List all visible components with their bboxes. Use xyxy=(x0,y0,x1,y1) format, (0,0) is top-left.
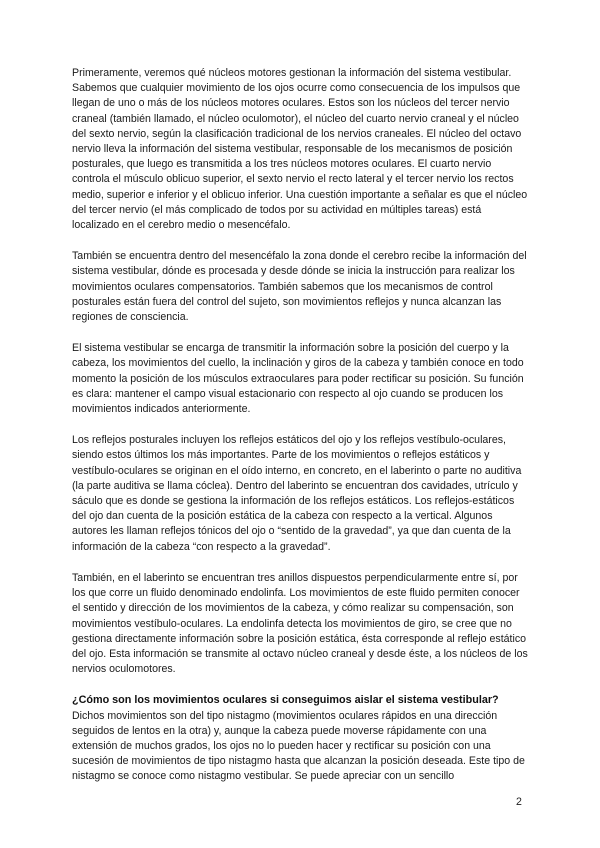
paragraph-nucleos-motores: Primeramente, veremos qué núcleos motores gestionan la información del sistema vestibular. Sabemos que cualquier movimiento de los ojos ocurre como consecuencia de los impulsos que llegan de uno o más de los núcleos motores oculares. Estos son los núcleos del tercer nervio craneal (también llamado, el núcleo oculomotor), el núcleo del cuarto nervio craneal y el núcleo del sexto nervio, según la clasificación tradicional de los nervios craneales. El núcleo del octavo nervio lleva la información del sistema vestibular, responsable de los mecanismos de posición posturales, que luego es transmitida a los tres núcleos motores oculares. El cuarto nervio controla el músculo oblicuo superior, el sexto nervio el recto lateral y el tercer nervio los rectos medio, superior e inferior y el oblicuo inferior. Una cuestión importante a señalar es que el núcleo del tercer nervio (el más complicado de todos por su actividad en múltiples tareas) está localizado en el cerebro medio o mesencéfalo. xyxy=(72,67,528,232)
page-number: 2 xyxy=(516,796,522,808)
document-body xyxy=(72,66,528,801)
paragraph-sistema-vestibular: El sistema vestibular se encarga de transmitir la información sobre la posición del cuerpo y la cabeza, los movimientos del cuello, la inclinación y giros de la cabeza y también conoce en todo momento la posición de los músculos extraoculares para poder rectificar su posición. Su función es clara: mantener el campo visual estacionario con respecto al ojo cuando se producen los movimientos indicados anteriormente. xyxy=(72,342,524,416)
section-heading: ¿Cómo son los movimientos oculares si conseguimos aislar el sistema vestibular? xyxy=(72,694,499,707)
paragraph-laberinto-endolinfa: También, en el laberinto se encuentran tres anillos dispuestos perpendicularmente entre sí, por los que corre un fluido denominado endolinfa. Los movimientos de este fluido permiten conocer el sentido y dirección de los movimientos de la cabeza, y cómo realizar su compensación, son movimientos vestíbulo-oculares. La endolinfa detecta los movimientos de giro, se cree que no gestiona directamente información sobre la posición estática, ésta corresponde al reflejo estático del ojo. Esta información se transmite al octavo núcleo craneal y desde éste, a los núcleos de los nervios oculomotores. xyxy=(72,571,528,676)
paragraph-nistagmo: Dichos movimientos son del tipo nistagmo (movimientos oculares rápidos en una dirección seguidos de lentos en la otra) y, aunque la cabeza puede moverse rápidamente con una extensión de muchos grados, los ojos no lo pueden hacer y rectificar su posición con una sucesión de movimientos de tipo nistagmo hasta que alcanzan la posición deseada. Este tipo de nistagmo se conoce como nistagmo vestibular. Se puede apreciar con un sencillo xyxy=(72,709,525,783)
paragraph-reflejos-posturales: Los reflejos posturales incluyen los reflejos estáticos del ojo y los reflejos vestíbulo-oculares, siendo estos últimos los más importantes. Parte de los movimientos o reflejos estáticos y vestíbulo-oculares se originan en el oído interno, en concreto, en el laberinto o parte no auditiva (la parte auditiva se llama cóclea). Dentro del laberinto se encuentran dos cavidades, utrículo y sáculo que es donde se gestiona la información de los reflejos estáticos. Los reflejos-estáticos del ojo dan cuenta de la posición estática de la cabeza con respecto a la vertical. Algunos autores les llaman reflejos tónicos del ojo o “sentido de la gravedad”, ya que dan cuenta de la información de la cabeza “con respecto a la gravedad”. xyxy=(72,434,522,553)
paragraph-mesencefalo: También se encuentra dentro del mesencéfalo la zona donde el cerebro recibe la información del sistema vestibular, dónde es procesada y desde dónde se inicia la instrucción para realizar los movimientos oculares compensatorios. También sabemos que los mecanismos de control posturales están fuera del control del sujeto, son movimientos reflejos y nunca alcanzan las regiones de consciencia. xyxy=(72,250,527,324)
